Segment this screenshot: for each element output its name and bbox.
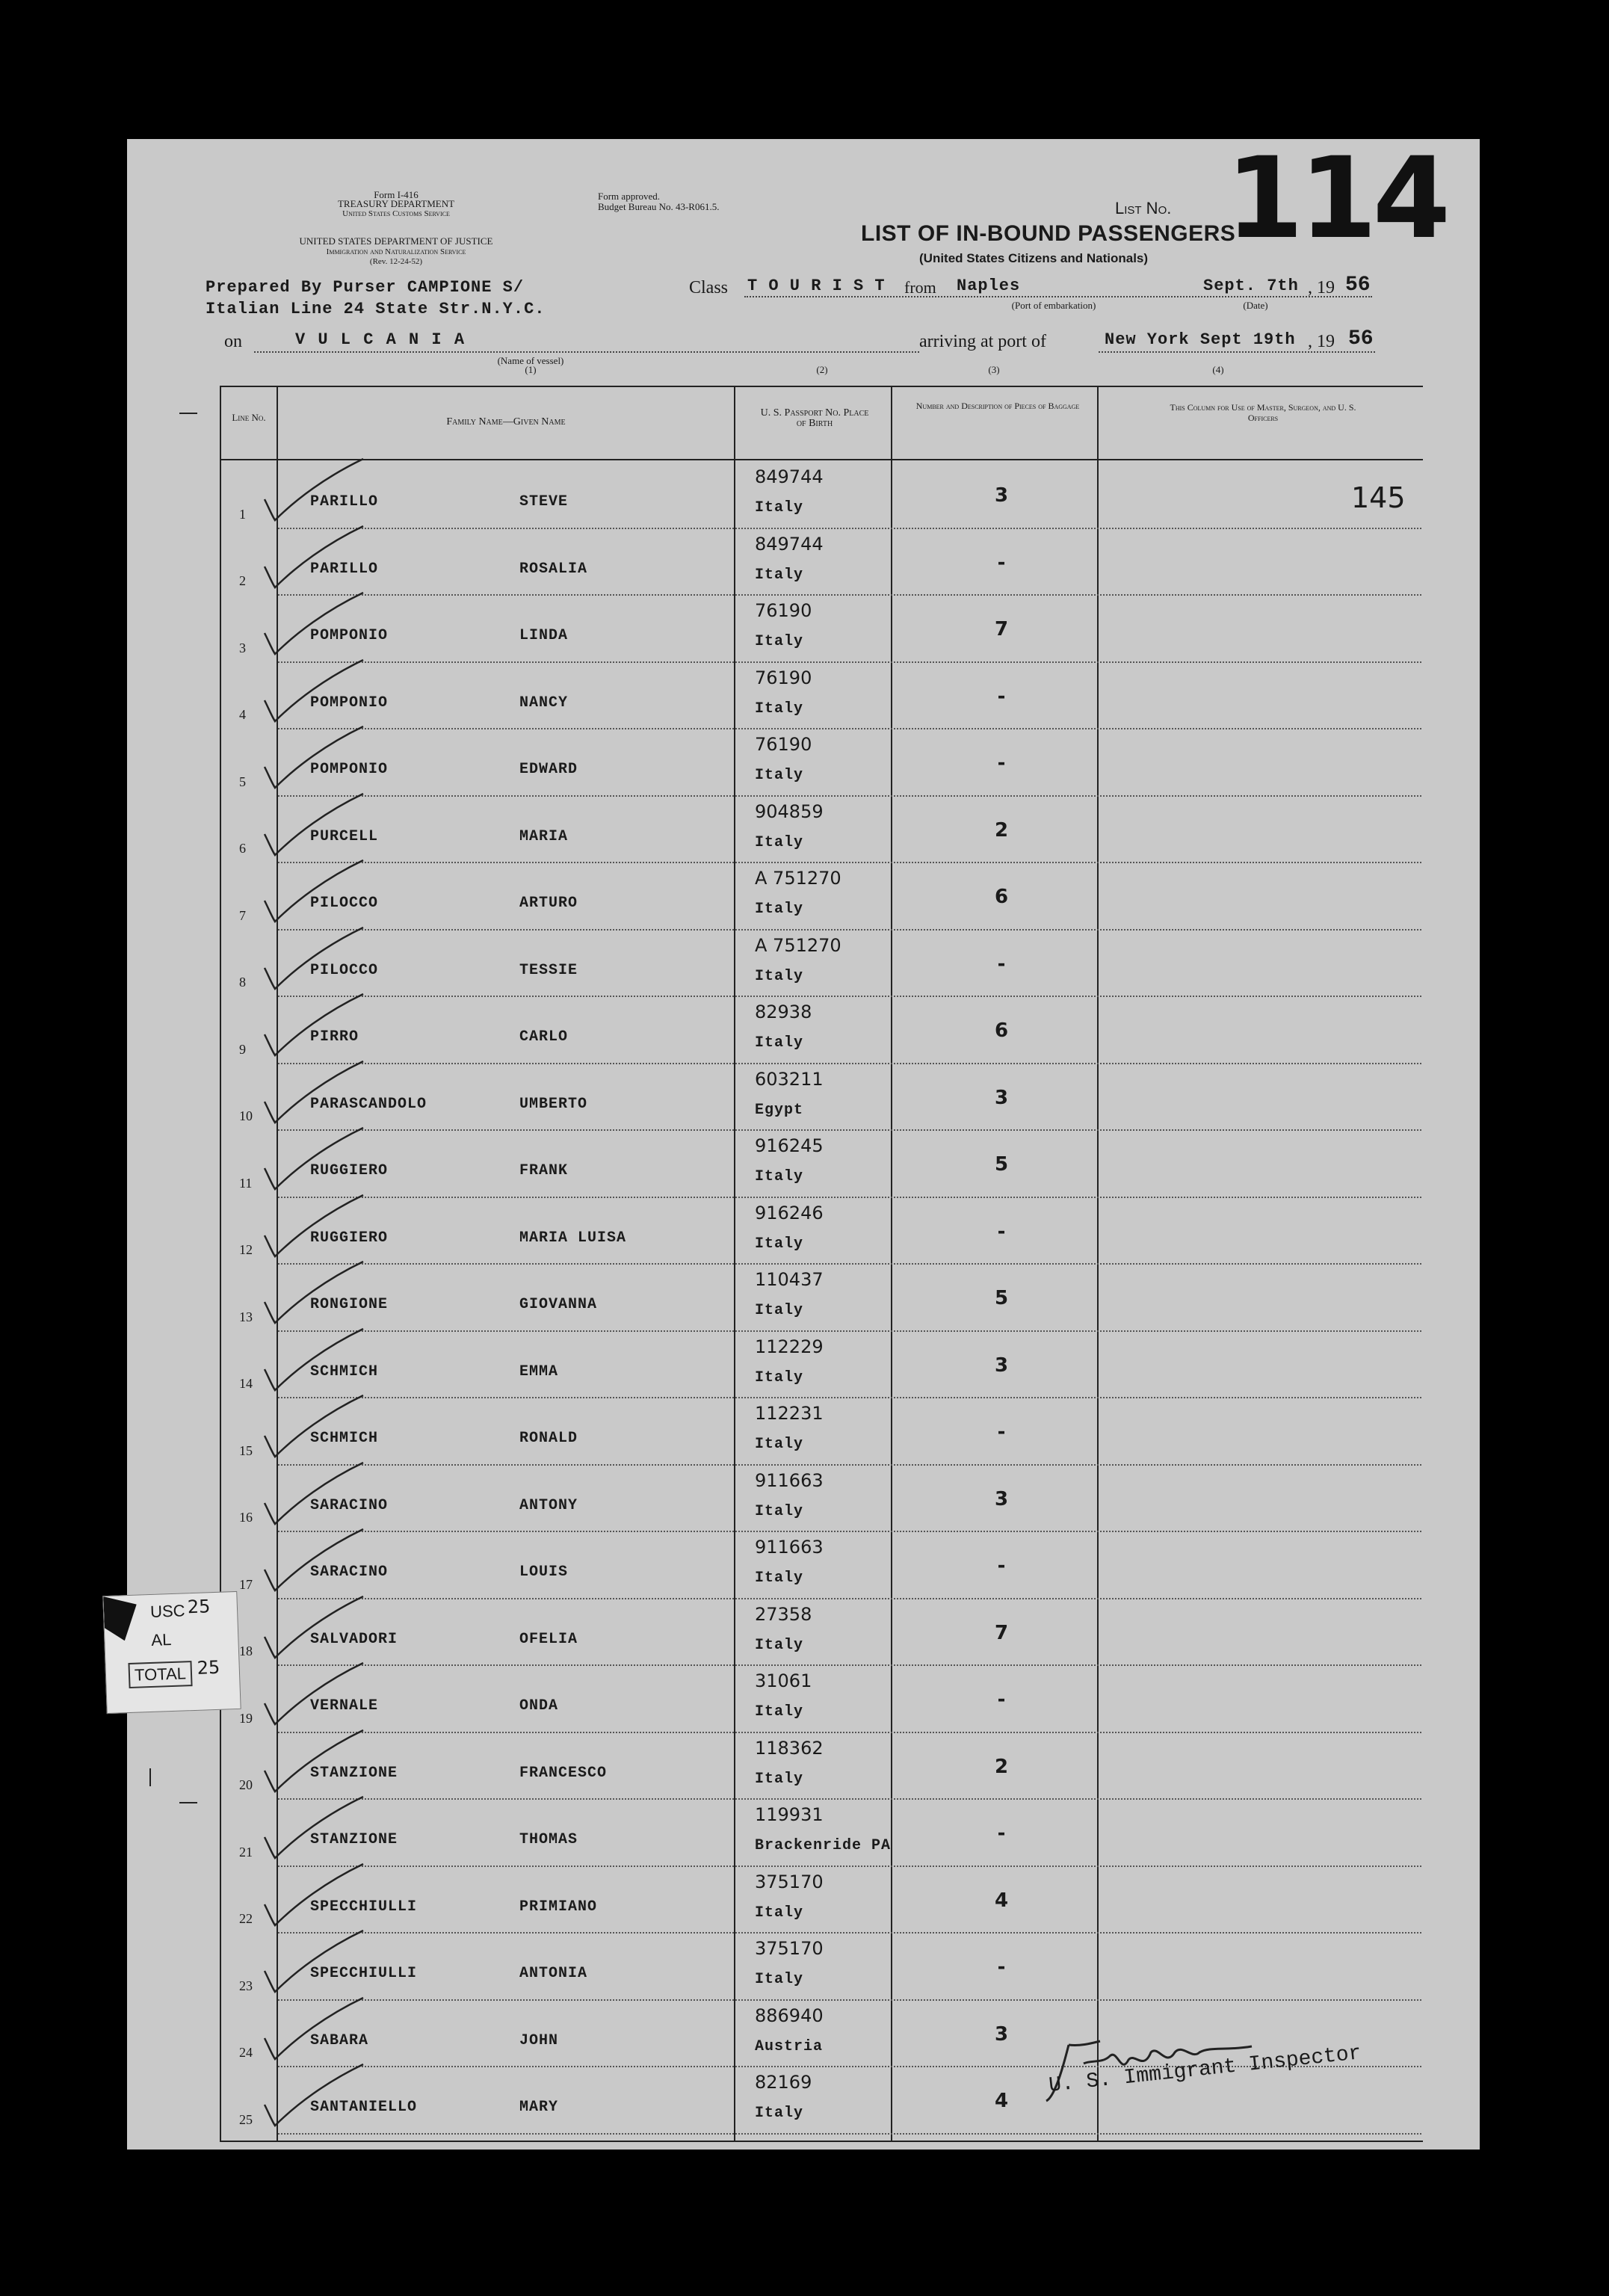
place-of-birth: Italy bbox=[755, 1168, 804, 1185]
family-name: PILOCCO bbox=[310, 961, 379, 979]
col-marker-3: (3) bbox=[988, 364, 1000, 375]
passport-number: 119931 bbox=[755, 1804, 824, 1825]
table-row bbox=[221, 1599, 1421, 1667]
row-separator bbox=[278, 1330, 1421, 1332]
port-embark-caption: (Port of embarkation) bbox=[1011, 300, 1096, 311]
prepared-address: Italian Line 24 State Str.N.Y.C. bbox=[206, 300, 546, 318]
list-no-label: List No. bbox=[1115, 199, 1172, 217]
given-name: TESSIE bbox=[519, 961, 578, 979]
prepared-by: Prepared By Purser CAMPIONE S/ bbox=[206, 278, 525, 297]
line-number: 24 bbox=[239, 2045, 253, 2060]
baggage-count: 7 bbox=[994, 1621, 1009, 1644]
class-value: T O U R I S T bbox=[747, 277, 886, 295]
family-name: SCHMICH bbox=[310, 1430, 379, 1447]
family-name: SARACINO bbox=[310, 1564, 389, 1581]
given-name: EDWARD bbox=[519, 761, 578, 778]
passport-number: 82938 bbox=[755, 1002, 812, 1022]
baggage-count: 2 bbox=[994, 1755, 1009, 1778]
year-1: 56 bbox=[1345, 274, 1371, 297]
page-number: 145 bbox=[1351, 481, 1406, 514]
place-of-birth: Italy bbox=[755, 1904, 804, 1922]
tally-stub bbox=[102, 1591, 241, 1714]
baggage-count: - bbox=[997, 1688, 1006, 1711]
passport-number: 603211 bbox=[755, 1068, 824, 1090]
row-separator bbox=[278, 728, 1421, 729]
baggage-count: 3 bbox=[994, 1487, 1009, 1510]
passport-number: 76190 bbox=[755, 667, 812, 688]
check-mark-icon bbox=[259, 454, 378, 529]
passport-number: A 751270 bbox=[755, 868, 841, 889]
baggage-count: - bbox=[997, 1555, 1006, 1577]
check-mark-icon bbox=[259, 1257, 378, 1332]
given-name: THOMAS bbox=[519, 1831, 578, 1848]
check-mark-icon bbox=[259, 1658, 378, 1733]
given-name: NANCY bbox=[519, 694, 569, 712]
row-separator bbox=[278, 862, 1421, 863]
row-separator bbox=[278, 1732, 1421, 1733]
ins-service: Immigration and Naturalization Service bbox=[326, 247, 466, 256]
edge-mark bbox=[179, 413, 197, 414]
al-label: AL bbox=[150, 1630, 172, 1650]
line-number: 12 bbox=[239, 1242, 253, 1257]
header-family-given: Family Name—Given Name bbox=[446, 416, 566, 428]
baggage-count: 5 bbox=[994, 1287, 1009, 1309]
family-name: RUGGIERO bbox=[310, 1162, 389, 1179]
place-of-birth: Italy bbox=[755, 967, 804, 985]
place-of-birth: Italy bbox=[755, 901, 804, 918]
given-name: EMMA bbox=[519, 1363, 559, 1380]
given-name: GIOVANNA bbox=[519, 1296, 598, 1313]
line-number: 15 bbox=[239, 1442, 253, 1458]
line-number: 13 bbox=[239, 1309, 253, 1324]
place-of-birth: Brackenride PA bbox=[755, 1837, 892, 1854]
passport-number: A 751270 bbox=[755, 934, 841, 956]
place-of-birth: Italy bbox=[755, 1770, 804, 1788]
passport-number: 31061 bbox=[755, 1670, 812, 1691]
place-of-birth: Italy bbox=[755, 1570, 804, 1587]
class-label: Class bbox=[689, 278, 729, 297]
passport-number: 76190 bbox=[755, 600, 812, 621]
place-of-birth: Italy bbox=[755, 1235, 804, 1253]
line-number: 8 bbox=[239, 975, 246, 990]
place-of-birth: Italy bbox=[755, 2105, 804, 2122]
table-row bbox=[221, 596, 1421, 663]
budget-bureau: Budget Bureau No. 43-R061.5. bbox=[598, 201, 720, 212]
family-name: PILOCCO bbox=[310, 895, 379, 912]
total-value: 25 bbox=[197, 1656, 220, 1679]
place-of-birth: Italy bbox=[755, 1436, 804, 1453]
family-name: SABARA bbox=[310, 2031, 369, 2049]
passport-number: 849744 bbox=[755, 466, 824, 487]
place-of-birth: Italy bbox=[755, 700, 804, 718]
family-name: POMPONIO bbox=[310, 627, 389, 644]
given-name: CARLO bbox=[519, 1028, 569, 1046]
passport-number: 904859 bbox=[755, 800, 824, 822]
family-name: POMPONIO bbox=[310, 761, 389, 778]
row-separator bbox=[278, 1598, 1421, 1599]
row-separator bbox=[278, 1531, 1421, 1532]
family-name: SCHMICH bbox=[310, 1363, 379, 1380]
line-number: 20 bbox=[239, 1777, 253, 1792]
check-mark-icon bbox=[259, 1792, 378, 1867]
sailing-date: Sept. 7th bbox=[1203, 277, 1299, 295]
check-mark-icon bbox=[259, 1592, 378, 1667]
table-row bbox=[221, 997, 1421, 1064]
place-of-birth: Italy bbox=[755, 833, 804, 851]
place-of-birth: Italy bbox=[755, 566, 804, 584]
place-of-birth: Italy bbox=[755, 1636, 804, 1654]
place-of-birth: Italy bbox=[755, 1302, 804, 1319]
arrival-underline bbox=[1099, 351, 1375, 353]
check-mark-icon bbox=[259, 1123, 378, 1198]
arrival-port-date: New York Sept 19th bbox=[1105, 330, 1296, 349]
tally-clip bbox=[103, 1596, 138, 1641]
year-prefix-2: , 19 bbox=[1308, 332, 1335, 351]
check-mark-icon bbox=[259, 856, 378, 931]
passport-number: 82169 bbox=[755, 2072, 812, 2093]
revision-date: (Rev. 12-24-52) bbox=[369, 257, 423, 266]
check-mark-icon bbox=[259, 655, 378, 730]
row-separator bbox=[278, 594, 1421, 596]
row-separator bbox=[278, 1798, 1421, 1800]
col-border-left bbox=[220, 386, 221, 2142]
baggage-count: 3 bbox=[994, 484, 1009, 507]
date-caption: (Date) bbox=[1243, 300, 1268, 311]
line-number: 6 bbox=[239, 841, 246, 856]
family-name: RUGGIERO bbox=[310, 1229, 389, 1247]
given-name: FRANCESCO bbox=[519, 1764, 608, 1782]
row-separator bbox=[278, 1866, 1421, 1867]
passport-number: 849744 bbox=[755, 533, 824, 555]
vessel-underline bbox=[254, 351, 919, 353]
check-mark-icon bbox=[259, 990, 378, 1064]
row-separator bbox=[278, 1063, 1421, 1064]
usc-label: USC bbox=[149, 1601, 185, 1621]
check-mark-icon bbox=[259, 2060, 378, 2135]
usc-value: 25 bbox=[187, 1596, 211, 1618]
passport-number: 911663 bbox=[755, 1469, 824, 1491]
family-name: PARILLO bbox=[310, 560, 379, 578]
family-name: STANZIONE bbox=[310, 1764, 398, 1782]
manifest-page bbox=[127, 134, 1480, 2150]
col-marker-2: (2) bbox=[816, 364, 828, 375]
place-of-birth: Italy bbox=[755, 1971, 804, 1988]
line-number: 3 bbox=[239, 640, 246, 655]
place-of-birth: Italy bbox=[755, 1034, 804, 1052]
given-name: ONDA bbox=[519, 1697, 559, 1715]
place-of-birth: Italy bbox=[755, 633, 804, 650]
row-separator bbox=[278, 1129, 1421, 1131]
check-mark-icon bbox=[259, 1324, 378, 1399]
baggage-count: - bbox=[997, 1421, 1006, 1443]
check-mark-icon bbox=[259, 1860, 378, 1934]
family-name: PARASCANDOLO bbox=[310, 1095, 427, 1113]
baggage-count: 4 bbox=[994, 2090, 1009, 2112]
family-name: SPECCHIULLI bbox=[310, 1898, 418, 1916]
row-separator bbox=[278, 1263, 1421, 1265]
year-prefix-1: , 19 bbox=[1308, 278, 1335, 297]
family-name: SPECCHIULLI bbox=[310, 1965, 418, 1982]
given-name: ROSALIA bbox=[519, 560, 588, 578]
line-number: 10 bbox=[239, 1108, 253, 1123]
check-mark-icon bbox=[259, 722, 378, 797]
row-separator bbox=[278, 1932, 1421, 1934]
line-number: 9 bbox=[239, 1041, 246, 1057]
check-mark-icon bbox=[259, 522, 378, 596]
passport-number: 375170 bbox=[755, 1938, 824, 1959]
family-name: VERNALE bbox=[310, 1697, 379, 1715]
table-row bbox=[221, 729, 1421, 797]
header-passport-birth: U. S. Passport No. Place of Birth bbox=[760, 407, 869, 429]
header-baggage: Number and Description of Pieces of Baggage bbox=[915, 401, 1080, 411]
col-marker-1: (1) bbox=[525, 364, 537, 375]
given-name: STEVE bbox=[519, 493, 569, 510]
given-name: MARY bbox=[519, 2099, 559, 2116]
baggage-count: - bbox=[997, 1822, 1006, 1845]
check-mark-icon bbox=[259, 789, 378, 864]
row-separator bbox=[278, 795, 1421, 797]
baggage-count: 3 bbox=[994, 2022, 1009, 2046]
line-number: 11 bbox=[239, 1175, 253, 1191]
check-mark-icon bbox=[259, 923, 378, 998]
place-of-birth: Austria bbox=[755, 2037, 824, 2055]
passport-number: 375170 bbox=[755, 1871, 824, 1892]
from-label: from bbox=[904, 278, 936, 297]
passport-number: 27358 bbox=[755, 1603, 812, 1625]
row-separator bbox=[278, 2133, 1421, 2135]
place-of-birth: Italy bbox=[755, 767, 804, 784]
form-title: LIST OF IN-BOUND PASSENGERS bbox=[861, 221, 1236, 246]
arriving-label: arriving at port of bbox=[919, 332, 1046, 351]
place-of-birth: Egypt bbox=[755, 1101, 804, 1119]
given-name: PRIMIANO bbox=[519, 1898, 598, 1916]
check-mark-icon bbox=[259, 1458, 378, 1533]
baggage-count: 7 bbox=[994, 618, 1009, 641]
given-name: ANTONY bbox=[519, 1496, 578, 1514]
row-separator bbox=[278, 996, 1421, 997]
family-name: SALVADORI bbox=[310, 1630, 398, 1648]
line-number: 18 bbox=[239, 1644, 253, 1658]
line-number: 22 bbox=[239, 1911, 253, 1926]
baggage-count: - bbox=[997, 752, 1006, 774]
line-number: 14 bbox=[239, 1376, 253, 1391]
table-row bbox=[221, 663, 1421, 730]
given-name: ANTONIA bbox=[519, 1965, 588, 1982]
given-name: UMBERTO bbox=[519, 1095, 588, 1113]
col-marker-4: (4) bbox=[1212, 364, 1224, 375]
row-separator bbox=[278, 1464, 1421, 1466]
passport-number: 916245 bbox=[755, 1135, 824, 1156]
family-name: POMPONIO bbox=[310, 694, 389, 712]
on-label: on bbox=[224, 332, 242, 351]
line-number: 16 bbox=[239, 1510, 253, 1525]
passport-number: 110437 bbox=[755, 1269, 824, 1290]
given-name: RONALD bbox=[519, 1430, 578, 1447]
family-name: SANTANIELLO bbox=[310, 2099, 418, 2116]
baggage-count: 4 bbox=[994, 1889, 1009, 1912]
passport-number: 76190 bbox=[755, 734, 812, 755]
family-name: PIRRO bbox=[310, 1028, 359, 1046]
class-underline bbox=[744, 296, 1372, 297]
port-of-embarkation: Naples bbox=[957, 277, 1021, 295]
baggage-count: - bbox=[997, 551, 1006, 574]
given-name: ARTURO bbox=[519, 895, 578, 912]
family-name: PARILLO bbox=[310, 493, 379, 510]
form-number: Form I-416 bbox=[374, 189, 419, 200]
baggage-count: 3 bbox=[994, 1086, 1009, 1109]
baggage-count: 6 bbox=[994, 886, 1009, 908]
baggage-count: 2 bbox=[994, 818, 1009, 842]
line-number: 17 bbox=[239, 1576, 253, 1592]
vessel-name: V U L C A N I A bbox=[295, 330, 466, 349]
baggage-count: 6 bbox=[994, 1019, 1009, 1042]
inspector-title: U. S. Immigrant Inspector bbox=[1048, 2042, 1363, 2098]
given-name: FRANK bbox=[519, 1162, 569, 1179]
given-name: OFELIA bbox=[519, 1630, 578, 1648]
family-name: STANZIONE bbox=[310, 1831, 398, 1848]
check-mark-icon bbox=[259, 588, 378, 663]
family-name: PURCELL bbox=[310, 827, 379, 845]
given-name: LOUIS bbox=[519, 1564, 569, 1581]
treasury-department: TREASURY DEPARTMENT bbox=[337, 198, 455, 209]
passport-number: 112229 bbox=[755, 1336, 824, 1357]
place-of-birth: Italy bbox=[755, 1703, 804, 1721]
baggage-count: - bbox=[997, 1956, 1006, 1978]
check-mark-icon bbox=[259, 1191, 378, 1265]
row-separator bbox=[278, 929, 1421, 931]
check-mark-icon bbox=[259, 1726, 378, 1800]
given-name: JOHN bbox=[519, 2031, 559, 2049]
passport-number: 118362 bbox=[755, 1737, 824, 1759]
passport-number: 886940 bbox=[755, 2005, 824, 2026]
header-line-no: Line No. bbox=[232, 412, 266, 423]
row-separator bbox=[278, 1999, 1421, 2001]
line-number: 21 bbox=[239, 1844, 253, 1860]
total-label: TOTAL bbox=[128, 1661, 192, 1688]
row-separator bbox=[278, 1397, 1421, 1398]
given-name: LINDA bbox=[519, 627, 569, 644]
row-separator bbox=[278, 1664, 1421, 1666]
check-mark-icon bbox=[259, 1057, 378, 1132]
line-number: 23 bbox=[239, 1978, 253, 1993]
given-name: MARIA bbox=[519, 827, 569, 845]
table-header-border bbox=[220, 459, 1423, 460]
baggage-count: 3 bbox=[994, 1354, 1009, 1377]
place-of-birth: Italy bbox=[755, 499, 804, 516]
place-of-birth: Italy bbox=[755, 1368, 804, 1386]
baggage-count: 5 bbox=[994, 1153, 1009, 1176]
check-mark-icon bbox=[259, 1525, 378, 1599]
edge-mark bbox=[149, 1768, 151, 1786]
check-mark-icon bbox=[259, 1993, 378, 2068]
passport-number: 112231 bbox=[755, 1403, 824, 1424]
family-name: SARACINO bbox=[310, 1496, 389, 1514]
check-mark-icon bbox=[259, 1926, 378, 2001]
header-officers-column: This Column for Use of Master, Surgeon, and U. S. Officers bbox=[1170, 402, 1356, 423]
place-of-birth: Italy bbox=[755, 1502, 804, 1520]
baggage-count: - bbox=[997, 1220, 1006, 1243]
line-number: 4 bbox=[239, 707, 246, 722]
justice-department: UNITED STATES DEPARTMENT OF JUSTICE bbox=[299, 235, 493, 247]
form-approved: Form approved. bbox=[598, 191, 661, 202]
line-number: 2 bbox=[239, 573, 246, 588]
given-name: MARIA LUISA bbox=[519, 1229, 627, 1247]
table-bottom-border bbox=[220, 2141, 1423, 2142]
line-number: 19 bbox=[239, 1710, 253, 1726]
family-name: RONGIONE bbox=[310, 1296, 389, 1313]
line-number: 7 bbox=[239, 907, 246, 923]
line-number: 1 bbox=[239, 506, 246, 522]
row-separator bbox=[278, 528, 1421, 529]
line-number: 5 bbox=[239, 774, 246, 789]
table-top-border bbox=[220, 386, 1423, 387]
check-mark-icon bbox=[259, 1391, 378, 1466]
year-2: 56 bbox=[1348, 327, 1374, 351]
passport-number: 916246 bbox=[755, 1202, 824, 1223]
customs-service: United States Customs Service bbox=[342, 209, 450, 218]
line-number: 25 bbox=[239, 2111, 253, 2127]
form-subtitle: (United States Citizens and Nationals) bbox=[919, 251, 1149, 265]
edge-mark bbox=[179, 1802, 197, 1803]
vessel-caption: (Name of vessel) bbox=[497, 355, 564, 366]
list-number: 114 bbox=[1226, 134, 1447, 264]
table-row bbox=[221, 1666, 1421, 1733]
baggage-count: - bbox=[997, 952, 1006, 975]
baggage-count: - bbox=[997, 685, 1006, 708]
row-separator bbox=[278, 1197, 1421, 1198]
row-separator bbox=[278, 661, 1421, 663]
passport-number: 911663 bbox=[755, 1537, 824, 1558]
